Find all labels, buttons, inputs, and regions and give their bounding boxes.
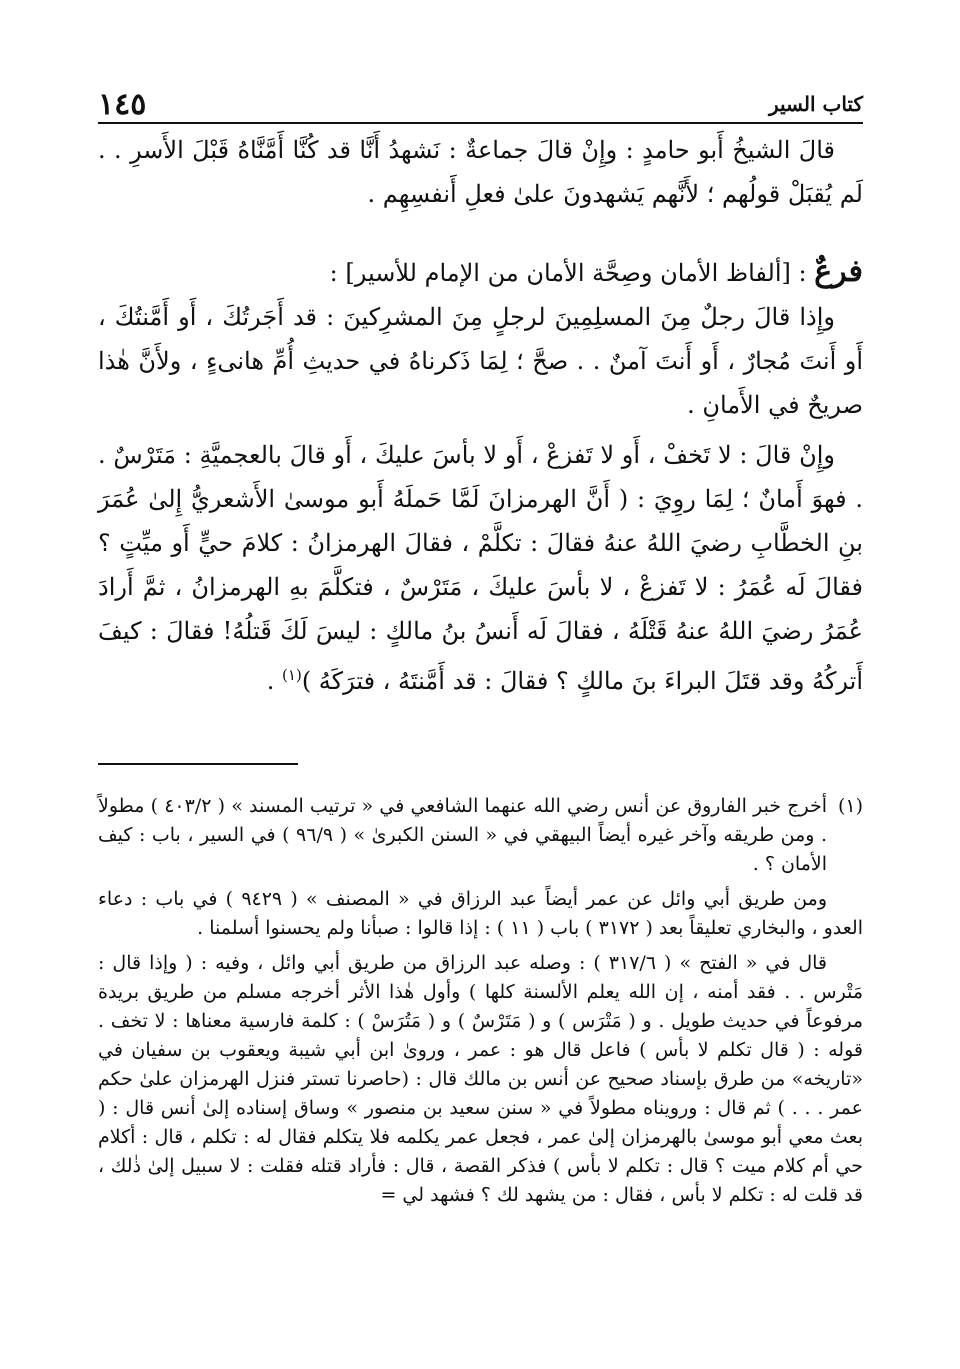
footnote-1-continuation-2: قال في « الفتح » ( ٣١٧/٦ ) : وصله عبد الرزاق من طريق أبي وائل ، وفيه : ( وإذا قال : مَتْرس . . فقد أمنه ، إن الله يعلم الألسنة كلها ) وأول هٰذا الأثر أخرجه مسلم من طريق بريدة مرفوعاً في حديث طويل . و ( مَتْرَس ) و ( مَتَرْسٌ ) و ( مَتُرَسْ ) : كلمة فارسية معناها : لا تخف . قوله : ( قال تكلم لا بأس ) فاعل قال هو : عمر ، وروىٰ ابن أبي شيبة ويعقوب بن سفيان في «تاريخه» من طرق بإسناد صحيح عن أنس بن مالك قال : (حاصرنا تستر فنزل الهرمزان علىٰ حكم عمر . . . ) ثم قال : ورويناه مطولاً في « سنن سعيد بن منصور » وساق إسناده إلىٰ أنس قال : ( بعث معي أبو موسىٰ بالهرمزان إلىٰ عمر ، فجعل عمر يكلمه فلا يتكلم فقال له : تكلم ، قال : أكلام حي أم كلام ميت ؟ قال : تكلم لا بأس ) فذكر القصة ، قال : فأراد قتله فقلت : لا سبيل إلىٰ ذٰلك ، قد قلت له : تكلم لا بأس ، فقال : من يشهد لك ؟ فشهد لي = (98, 952, 863, 1206)
footnote-1 (98, 792, 863, 879)
paragraph-3-end: . (266, 667, 283, 695)
footnotes (98, 792, 863, 1210)
paragraph-3 (98, 433, 863, 703)
page-header (98, 82, 863, 124)
branch-label: فرعٌ (814, 254, 863, 289)
page-number: ١٤٥ (98, 87, 147, 122)
running-title: كتاب السير (768, 92, 863, 116)
paragraph-3-text: وإِنْ قالَ : لا تَخفْ ، أَو لا تَفزعْ ، أَو لا بأسَ عليكَ ، أَو قالَ بالعجميَّةِ : مَتَرْسٌ . . فهوَ أَمانٌ ؛ لِمَا روِيَ : ( أَنَّ الهرمزانَ لَمَّا حَملَهُ أَبو موسىٰ الأَشعريُّ إِلىٰ عُمَرَ بنِ الخطَّابِ رضيَ اللهُ عنهُ فقالَ : تكلَّمْ ، فقالَ الهرمزانُ : كلامَ حيٍّ أَو ميِّتٍ ؟ فقالَ لَه عُمَرُ : لا تَفزعْ ، لا بأسَ عليكَ ، مَتَرْسٌ ، فتكلَّمَ بهِ الهرمزانُ ، ثمَّ أَرادَ عُمَرُ رضيَ اللهُ عنهُ قَتْلَهُ ، فقالَ لَه أَنسُ بنُ مالكٍ : ليسَ لَكَ قَتلُهُ! فقالَ : كيفَ أَتركُهُ وقد قتَلَ البراءَ بنَ مالكٍ ؟ فقالَ : قد أَمَّنتَهُ ، فترَكَهُ ) (98, 441, 863, 695)
footnote-number: (١) (837, 795, 863, 817)
main-text (98, 128, 863, 703)
branch-title: : [ألفاظ الأمان وصِحَّة الأمان من الإمام للأسير] : (329, 259, 815, 287)
paragraph-2: وإِذا قالَ رجلٌ مِنَ المسلِمِينَ لرجلٍ مِنَ المشرِكينَ : قد أَجَرتُكَ ، أَو أَمَّنتُكَ ، أَو أَنتَ مُجارٌ ، أَو أَنتَ آمنٌ . . صحَّ ؛ لِمَا ذَكرناهُ في حديثِ أُمِّ هانىءٍ ، ولأَنَّ هٰذا صريحٌ في الأَمانِ . (98, 303, 863, 419)
branch-heading (98, 250, 863, 295)
footnote-separator (98, 763, 298, 765)
footnote-marker[interactable]: (١) (282, 666, 302, 684)
footnote-1-text: أخرج خبر الفاروق عن أنس رضي الله عنهما الشافعي في « ترتيب المسند » ( ٤٠٣/٢ ) مطولاً . ومن طريقه وآخر غيره أيضاً البيهقي في « السنن الكبرىٰ » ( ٩٦/٩ ) في السير ، باب : كيف الأمان ؟ . (98, 795, 828, 875)
footnote-1-continuation-1: ومن طريق أبي وائل عن عمر أيضاً عبد الرزاق في « المصنف » ( ٩٤٢٩ ) في باب : دعاء العدو ، والبخاري تعليقاً بعد ( ٣١٧٢ ) باب ( ١١ ) : إذا قالوا : صبأنا ولم يحسنوا أسلمنا . (98, 888, 863, 939)
paragraph-1: قالَ الشيخُ أَبو حامدٍ : وإِنْ قالَ جماعةٌ : نَشهدُ أَنَّا قد كُنَّا أَمَّنَّاهُ قَبْلَ الأَسرِ . . لَم يُقبَلْ قولُهم ؛ لأَنَّهم يَشهدونَ علىٰ فعلِ أَنفسِهِم . (98, 136, 863, 208)
